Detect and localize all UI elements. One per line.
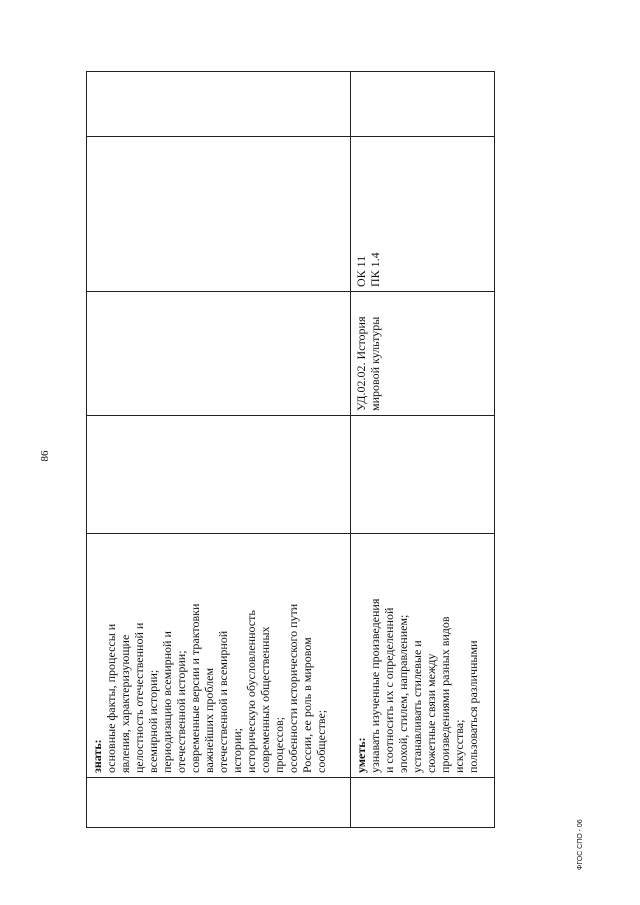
text-line: устанавливать стилевые и	[410, 640, 424, 773]
knowledge-heading: знать:	[90, 739, 104, 773]
text-line: отечественной истории;	[174, 650, 188, 773]
text-line: явления, характеризующие	[118, 634, 132, 773]
rotated-table-container	[86, 72, 494, 828]
text-line: пользоваться различными	[466, 640, 480, 773]
text-line: основные факты, процессы и	[104, 623, 118, 773]
discipline-text: УД.02.02. История мировой культуры	[354, 316, 382, 411]
text-line: отечественной и всемирной	[216, 630, 230, 773]
text-line: и соотносить их с определенной	[382, 607, 396, 773]
text-line: периодизацию всемирной и	[160, 631, 174, 773]
cell-competency	[351, 137, 495, 292]
table-row-skills	[351, 72, 495, 828]
competency-text: ОК 11 ПК 1.4	[354, 252, 382, 287]
text-line: всемирной истории;	[146, 669, 160, 773]
text-line: процессов;	[272, 716, 286, 773]
cell-knowledge	[87, 534, 351, 778]
competency-text	[87, 137, 93, 291]
text-line: историческую обусловленность	[244, 610, 258, 773]
cell-competency	[87, 137, 351, 292]
text-line: современные версии и трактовки	[188, 603, 202, 773]
text-line: произведениями разных видов	[438, 616, 452, 773]
text-line: искусства;	[452, 719, 466, 773]
text-line: особенности исторического пути	[286, 603, 300, 773]
text-line: целостность отечественной и	[132, 622, 146, 773]
cell-empty-3	[351, 416, 495, 534]
cell-discipline	[351, 292, 495, 416]
text-line: истории;	[230, 727, 244, 773]
cell-extra	[87, 72, 351, 137]
text-line: современных общественных	[258, 626, 272, 773]
text-line: важнейших проблем	[202, 667, 216, 773]
text-line: эпохой, стилем, направлением;	[396, 614, 410, 773]
table-row-knowledge	[87, 72, 351, 828]
text-line: России, ее роль в мировом	[300, 637, 314, 773]
text-line: сюжетные связи между	[424, 653, 438, 773]
footer-code: ФГОС СПО - 06	[577, 819, 584, 870]
knowledge-list	[104, 538, 328, 773]
cell-index	[351, 778, 495, 828]
discipline-text	[87, 292, 93, 415]
text-line: сообществе;	[314, 709, 328, 773]
skills-list	[368, 538, 480, 773]
skills-heading: уметь:	[354, 737, 368, 773]
cell-discipline	[87, 292, 351, 416]
text-line: узнавать изученные произведения	[368, 598, 382, 773]
cell-skills	[351, 534, 495, 778]
cell-index	[87, 778, 351, 828]
cell-extra	[351, 72, 495, 137]
cell-empty-3	[87, 416, 351, 534]
page-number: 86	[39, 450, 51, 462]
competency-table	[86, 71, 495, 828]
